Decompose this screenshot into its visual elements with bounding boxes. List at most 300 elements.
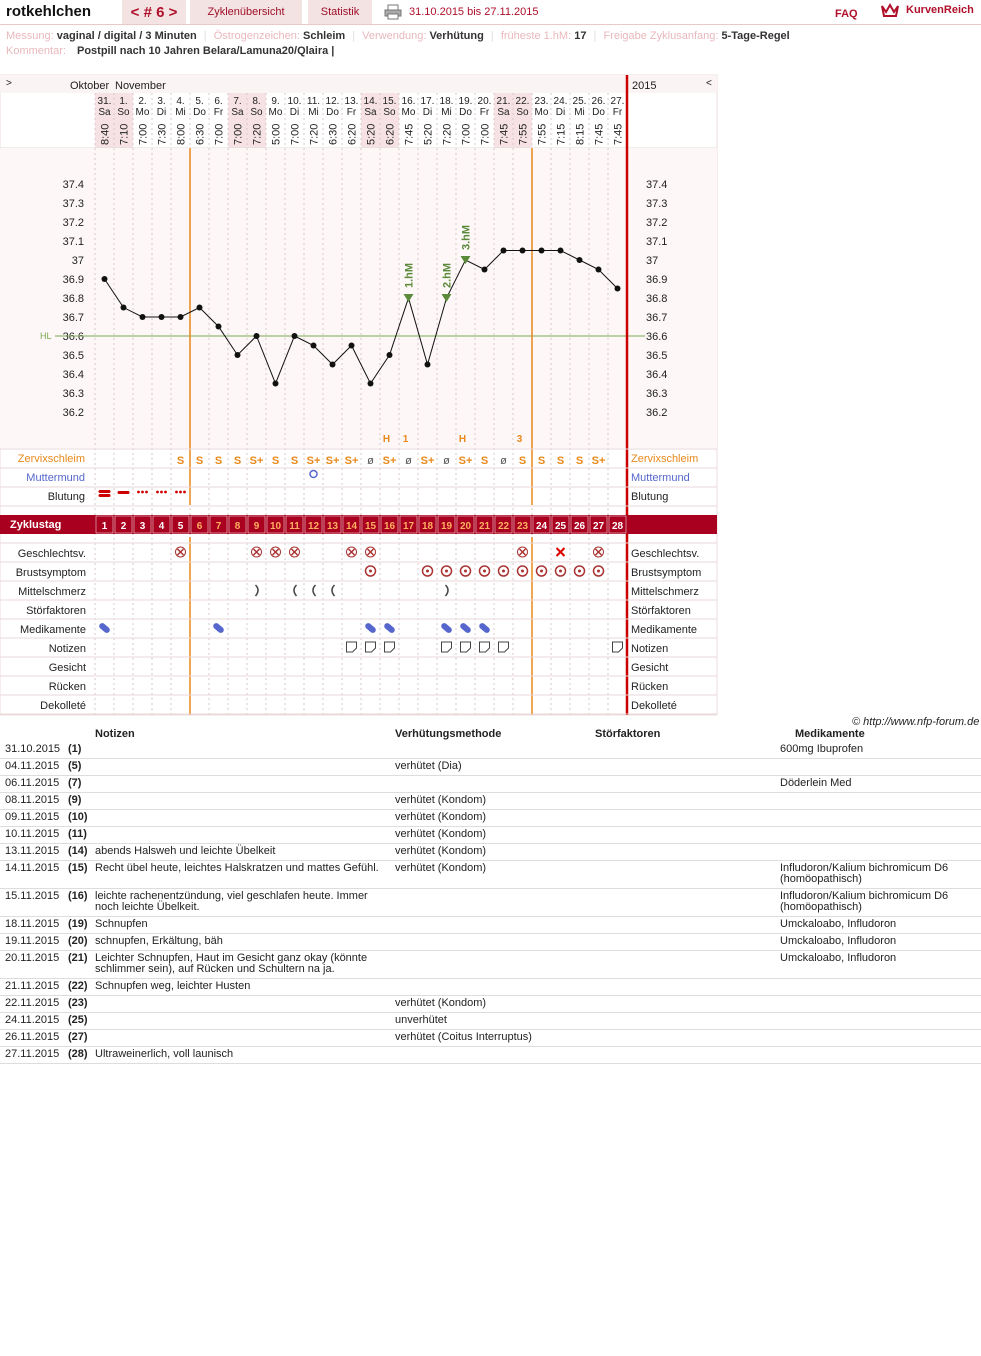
zyklustag-number: 24 <box>535 521 548 532</box>
note-text: Recht übel heute, leichtes Halskratzen und mattes Gefühl. <box>95 862 379 874</box>
messung-label: Messung: <box>6 30 54 42</box>
measurement-time: 7:55 <box>517 123 530 145</box>
row-label-blutung: Blutung <box>47 491 85 503</box>
zervix-symbol: S <box>575 455 584 467</box>
zyklustag-number: 6 <box>196 521 203 532</box>
note-cycle-day: (28) <box>68 1048 88 1060</box>
row-label-right-notizen: Notizen <box>631 643 669 655</box>
measurement-time: 7:45 <box>593 123 606 145</box>
day-date: 31. <box>97 96 112 107</box>
chart-prev-button[interactable]: > <box>6 78 12 89</box>
zervix-symbol: S <box>176 455 185 467</box>
measurement-info: Messung: vaginal / digital / 3 Minuten | Östrogenzeichen: Schleim | Verwendung: Verhütung | früheste 1.hM: 17 | Freigabe Zyklusanfang: 5-Tage-Regel <box>6 30 790 42</box>
row-label-right-mittel: Mittelschmerz <box>631 586 699 598</box>
note-date: 20.11.2015 <box>5 952 60 964</box>
day-date: 10. <box>287 96 302 107</box>
temperature-point <box>292 333 298 339</box>
y-tick-label-right: 36.8 <box>646 293 668 305</box>
temperature-point <box>330 362 336 368</box>
username: rotkehlchen <box>6 3 92 20</box>
note-text: leichte rachenentzündung, viel geschlafen heute. Immer noch leichte Übelkeit. <box>95 890 368 913</box>
verwendung-label: Verwendung: <box>362 30 427 42</box>
measurement-time: 7:45 <box>498 123 511 145</box>
day-weekday: Di <box>289 107 300 118</box>
row-label-right-stoer: Störfaktoren <box>631 605 691 617</box>
y-tick-label-right: 36.3 <box>646 388 668 400</box>
zervix-symbol: S <box>556 455 565 467</box>
y-tick-label-right: 36.6 <box>646 331 668 343</box>
breast-symptom-icon <box>483 570 486 573</box>
breast-symptom-icon <box>464 570 467 573</box>
temperature-point <box>178 314 184 320</box>
note-date: 22.11.2015 <box>5 997 60 1009</box>
zyklustag-number: 28 <box>611 521 624 532</box>
cycle-navigator[interactable]: < # 6 > <box>122 0 186 24</box>
temperature-point <box>539 248 545 254</box>
peak-marker: H <box>458 434 467 445</box>
y-tick-label-right: 36.5 <box>646 350 668 362</box>
faq-link[interactable]: FAQ <box>835 8 858 20</box>
measurement-time: 5:00 <box>270 123 283 145</box>
day-date: 8. <box>252 96 261 107</box>
breast-symptom-icon <box>559 570 562 573</box>
day-date: 26. <box>591 96 606 107</box>
zyklustag-number: 25 <box>554 521 567 532</box>
row-label-medi: Medikamente <box>19 624 86 636</box>
note-medication: Umckaloabo, Infludoron <box>780 935 897 947</box>
note-method: verhütet (Kondom) <box>395 794 487 806</box>
note-medication: Umckaloabo, Infludoron <box>780 918 897 930</box>
table-row <box>0 996 981 1013</box>
temperature-point <box>482 267 488 273</box>
y-tick-label-left: 36.2 <box>62 407 84 419</box>
measurement-time: 7:00 <box>232 123 245 145</box>
breast-symptom-icon <box>540 570 543 573</box>
measurement-time: 7:00 <box>479 123 492 145</box>
measurement-time: 7:30 <box>156 123 169 145</box>
day-weekday: So <box>383 107 396 118</box>
y-tick-label-left: 37.1 <box>62 236 84 248</box>
day-weekday: Do <box>193 107 206 118</box>
day-weekday: Di <box>422 107 433 118</box>
row-label-brust: Brustsymptom <box>15 567 86 579</box>
temperature-point <box>558 248 564 254</box>
measurement-time: 7:10 <box>118 123 131 145</box>
tab-cycle-overview[interactable]: Zyklenübersicht <box>190 0 302 24</box>
zyklustag-number: 12 <box>307 521 320 532</box>
note-medication: Infludoron/Kalium bichromicum D6 (homöopathisch) <box>780 862 949 885</box>
day-date: 5. <box>195 96 204 107</box>
measurement-time: 7:55 <box>536 123 549 145</box>
row-label-ruecken: Rücken <box>48 681 86 693</box>
logo-text: KurvenReich <box>906 4 974 16</box>
temperature-point <box>121 305 127 311</box>
day-date: 13. <box>344 96 359 107</box>
day-date: 23. <box>534 96 549 107</box>
note-medication: Infludoron/Kalium bichromicum D6 (homöopathisch) <box>780 890 949 913</box>
note-cycle-day: (9) <box>68 794 82 806</box>
zyklustag-number: 5 <box>177 521 184 532</box>
note-date: 27.11.2015 <box>5 1048 60 1060</box>
blutung-heavy-icon <box>99 490 111 493</box>
day-weekday: Fr <box>213 107 224 118</box>
temperature-point <box>615 286 621 292</box>
y-tick-label-left: 36.6 <box>62 331 84 343</box>
day-weekday: So <box>516 107 529 118</box>
blutung-light-icon <box>164 491 167 494</box>
day-weekday: Do <box>592 107 605 118</box>
day-date: 6. <box>214 96 223 107</box>
zyklustag-number: 14 <box>345 521 358 532</box>
month-label-oktober: Oktober <box>70 80 110 92</box>
y-tick-label-left: 36.3 <box>62 388 84 400</box>
note-cycle-day: (23) <box>68 997 88 1009</box>
row-label-mittel: Mittelschmerz <box>18 586 86 598</box>
measurement-time: 8:00 <box>175 123 188 145</box>
day-weekday: Di <box>156 107 167 118</box>
zyklustag-label: Zyklustag <box>10 519 62 531</box>
zervix-symbol: S+ <box>382 455 397 467</box>
note-cycle-day: (7) <box>68 777 82 789</box>
breast-symptom-icon <box>502 570 505 573</box>
y-tick-label-left: 37.4 <box>62 179 84 191</box>
day-date: 3. <box>157 96 166 107</box>
measurement-time: 7:00 <box>289 123 302 145</box>
day-date: 4. <box>176 96 185 107</box>
y-tick-label-right: 36.4 <box>646 369 668 381</box>
table-row <box>0 1047 981 1064</box>
note-text: Schnupfen weg, leichter Husten <box>95 980 251 992</box>
table-row <box>0 793 981 810</box>
peak-marker: 1 <box>402 434 409 445</box>
breast-symptom-icon <box>578 570 581 573</box>
zyklustag-number: 10 <box>269 521 282 532</box>
header-method: Verhütungsmethode <box>395 728 502 740</box>
temperature-point <box>425 362 431 368</box>
note-cycle-day: (25) <box>68 1014 88 1026</box>
temperature-point <box>235 352 241 358</box>
measurement-time: 7:20 <box>251 123 264 145</box>
table-row <box>0 810 981 827</box>
note-cycle-day: (1) <box>68 743 82 755</box>
note-text: Leichter Schnupfen, Haut im Gesicht ganz okay (könnte schlimmer sein), auf Rücken und Schultern na ja. <box>95 952 368 975</box>
day-date: 1. <box>119 96 128 107</box>
zervix-dry: ø <box>500 455 507 467</box>
blutung-medium-icon <box>118 491 130 494</box>
high-measurement-label: 1.hM <box>403 262 416 288</box>
day-weekday: Mo <box>135 107 150 118</box>
y-tick-label-right: 36.2 <box>646 407 668 419</box>
note-cycle-day: (10) <box>68 811 88 823</box>
day-weekday: Sa <box>497 107 510 118</box>
temperature-point <box>520 248 526 254</box>
day-date: 27. <box>610 96 625 107</box>
day-weekday: Mi <box>308 107 319 118</box>
zyklustag-number: 2 <box>120 521 127 532</box>
row-label-right-geschlechtsv: Geschlechtsv. <box>631 548 700 560</box>
table-row <box>0 917 981 934</box>
measurement-time: 6:30 <box>194 123 207 145</box>
row-label-right-ruecken: Rücken <box>631 681 669 693</box>
note-date: 19.11.2015 <box>5 935 60 947</box>
note-cycle-day: (11) <box>68 828 87 840</box>
note-cycle-day: (15) <box>68 862 88 874</box>
note-date: 06.11.2015 <box>5 777 60 789</box>
day-date: 12. <box>325 96 340 107</box>
table-row <box>0 1013 981 1030</box>
chart-next-button[interactable]: < <box>706 78 712 89</box>
y-tick-label-left: 36.8 <box>62 293 84 305</box>
temperature-point <box>140 314 146 320</box>
note-date: 04.11.2015 <box>5 760 60 772</box>
day-weekday: Di <box>555 107 566 118</box>
day-date: 16. <box>401 96 416 107</box>
day-weekday: So <box>117 107 130 118</box>
blutung-light-icon <box>137 491 140 494</box>
zervix-dry: ø <box>405 455 412 467</box>
tab-statistics[interactable]: Statistik <box>308 0 372 24</box>
row-label-right-medi: Medikamente <box>631 624 698 636</box>
header-stoer: Störfaktoren <box>595 728 661 740</box>
note-cycle-day: (22) <box>68 980 88 992</box>
table-row <box>0 861 981 889</box>
day-weekday: Mi <box>574 107 585 118</box>
day-date: 20. <box>477 96 492 107</box>
high-measurement-label: 2.hM <box>441 262 454 288</box>
note-date: 10.11.2015 <box>5 828 60 840</box>
measurement-time: 5:20 <box>365 123 378 145</box>
day-date: 19. <box>458 96 473 107</box>
zyklustag-number: 16 <box>383 521 396 532</box>
blutung-light-icon <box>175 491 178 494</box>
breast-symptom-icon <box>369 570 372 573</box>
oestrogen-label: Östrogenzeichen: <box>213 30 300 42</box>
day-date: 2. <box>138 96 147 107</box>
temperature-point <box>311 343 317 349</box>
zervix-symbol: S <box>290 455 299 467</box>
table-row <box>0 827 981 844</box>
note-method: verhütet (Kondom) <box>395 845 487 857</box>
row-label-geschlechtsv: Geschlechtsv. <box>17 548 86 560</box>
blutung-light-icon <box>141 491 144 494</box>
zervix-symbol: S+ <box>591 455 606 467</box>
note-date: 09.11.2015 <box>5 811 60 823</box>
temperature-point <box>368 381 374 387</box>
day-date: 17. <box>420 96 435 107</box>
note-method: verhütet (Kondom) <box>395 997 487 1009</box>
zervix-symbol: S <box>537 455 546 467</box>
breast-symptom-icon <box>597 570 600 573</box>
row-label-right-brust: Brustsymptom <box>631 567 702 579</box>
zervix-symbol: S <box>518 455 527 467</box>
note-cycle-day: (16) <box>68 890 88 902</box>
note-cycle-day: (20) <box>68 935 88 947</box>
table-row <box>0 844 981 861</box>
measurement-time: 7:20 <box>308 123 321 145</box>
note-date: 26.11.2015 <box>5 1031 60 1043</box>
row-label-muttermund: Muttermund <box>26 472 85 484</box>
row-label-gesicht: Gesicht <box>48 662 86 674</box>
measurement-time: 7:45 <box>612 123 625 145</box>
day-weekday: Mo <box>268 107 283 118</box>
note-date: 14.11.2015 <box>5 862 60 874</box>
plot-area <box>0 148 717 448</box>
note-text: schnupfen, Erkältung, bäh <box>95 935 223 947</box>
copyright: © http://www.nfp-forum.de <box>852 716 980 728</box>
day-date: 11. <box>306 96 321 107</box>
note-text: abends Halsweh und leichte Übelkeit <box>95 845 276 857</box>
note-method: verhütet (Dia) <box>395 760 462 772</box>
note-cycle-day: (21) <box>68 952 88 964</box>
day-weekday: Sa <box>231 107 244 118</box>
note-cycle-day: (5) <box>68 760 82 772</box>
measurement-time: 8:40 <box>99 123 112 145</box>
day-weekday: Fr <box>612 107 623 118</box>
temperature-point <box>216 324 222 330</box>
day-weekday: Fr <box>479 107 490 118</box>
note-medication: Döderlein Med <box>780 777 852 789</box>
hl-label: HL <box>40 331 52 341</box>
day-date: 14. <box>363 96 378 107</box>
y-tick-label-left: 36.4 <box>62 369 84 381</box>
note-method: verhütet (Kondom) <box>395 811 487 823</box>
note-cycle-day: (27) <box>68 1031 88 1043</box>
zyklustag-number: 21 <box>478 521 491 532</box>
y-tick-label-left: 36.5 <box>62 350 84 362</box>
note-cycle-day: (14) <box>68 845 88 857</box>
zyklustag-number: 1 <box>101 521 108 532</box>
day-date: 21. <box>496 96 511 107</box>
zyklustag-number: 27 <box>592 521 605 532</box>
zervix-symbol: S <box>271 455 280 467</box>
temperature-point <box>349 343 355 349</box>
row-label-zervix: Zervixschleim <box>17 453 85 465</box>
day-date: 15. <box>382 96 397 107</box>
zyklustag-number: 19 <box>440 521 453 532</box>
zervix-symbol: S+ <box>458 455 473 467</box>
zervix-symbol: S <box>480 455 489 467</box>
oestrogen-value: Schleim <box>303 30 346 42</box>
zervix-symbol: S <box>195 455 204 467</box>
header-medi: Medikamente <box>795 728 865 740</box>
temperature-point <box>159 314 165 320</box>
row-label-right-muttermund: Muttermund <box>631 472 690 484</box>
measurement-time: 6:20 <box>384 123 397 145</box>
zyklustag-number: 13 <box>326 521 339 532</box>
frueheste-value: 17 <box>574 30 587 42</box>
y-tick-label-right: 37.1 <box>646 236 668 248</box>
zervix-symbol: S+ <box>306 455 321 467</box>
table-row <box>0 759 981 776</box>
messung-value: vaginal / digital / 3 Minuten <box>56 30 197 42</box>
temperature-point <box>501 248 507 254</box>
temperature-point <box>596 267 602 273</box>
zyklustag-number: 8 <box>234 521 241 532</box>
zervix-dry: ø <box>367 455 374 467</box>
note-medication: 600mg Ibuprofen <box>780 743 864 755</box>
y-tick-label-left: 37.2 <box>62 217 84 229</box>
blutung-heavy-icon <box>99 494 111 497</box>
day-weekday: Mi <box>441 107 452 118</box>
measurement-time: 7:20 <box>441 123 454 145</box>
freigabe-label: Freigabe Zyklusanfang: <box>603 30 719 42</box>
temperature-point <box>577 257 583 263</box>
measurement-time: 6:30 <box>327 123 340 145</box>
zyklustag-number: 18 <box>421 521 434 532</box>
measurement-time: 8:15 <box>574 123 587 145</box>
breast-symptom-icon <box>521 570 524 573</box>
y-tick-label-right: 37.3 <box>646 198 668 210</box>
notes-table-header <box>0 728 981 742</box>
day-date: 7. <box>233 96 242 107</box>
row-label-stoer: Störfaktoren <box>26 605 86 617</box>
frueheste-label: früheste 1.hM: <box>500 30 572 42</box>
measurement-time: 6:20 <box>346 123 359 145</box>
verwendung-value: Verhütung <box>429 30 484 42</box>
note-text: Schnupfen <box>95 918 148 930</box>
measurement-time: 7:45 <box>403 123 416 145</box>
measurement-time: 7:00 <box>137 123 150 145</box>
temperature-point <box>197 305 203 311</box>
note-date: 18.11.2015 <box>5 918 60 930</box>
table-row <box>0 889 981 917</box>
zyklustag-number: 15 <box>364 521 377 532</box>
note-method: verhütet (Coitus Interruptus) <box>395 1031 532 1043</box>
temperature-point <box>254 333 260 339</box>
y-tick-label-left: 37.3 <box>62 198 84 210</box>
blutung-light-icon <box>183 491 186 494</box>
freigabe-value: 5-Tage-Regel <box>721 30 790 42</box>
notes-table <box>0 728 981 1064</box>
row-label-right-dekollete: Dekolleté <box>631 700 677 712</box>
day-weekday: Sa <box>98 107 111 118</box>
note-cycle-day: (19) <box>68 918 88 930</box>
day-weekday: So <box>250 107 263 118</box>
note-method: verhütet (Kondom) <box>395 828 487 840</box>
row-label-dekollete: Dekolleté <box>40 700 86 712</box>
row-label-notizen: Notizen <box>48 643 86 655</box>
y-tick-label-left: 36.9 <box>62 274 84 286</box>
high-measurement-label: 3.hM <box>460 224 473 250</box>
day-weekday: Do <box>459 107 472 118</box>
note-text: Ultraweinerlich, voll launisch <box>95 1048 234 1060</box>
y-tick-label-right: 37 <box>646 255 659 267</box>
table-row <box>0 934 981 951</box>
table-row <box>0 1030 981 1047</box>
y-tick-label-right: 36.7 <box>646 312 668 324</box>
y-tick-label-right: 37.4 <box>646 179 668 191</box>
row-label-right-gesicht: Gesicht <box>631 662 669 674</box>
y-tick-label-left: 37 <box>71 255 84 267</box>
zervix-symbol: S+ <box>249 455 264 467</box>
zervix-symbol: S+ <box>344 455 359 467</box>
y-tick-label-right: 36.9 <box>646 274 668 286</box>
zyklustag-number: 3 <box>139 521 146 532</box>
note-date: 15.11.2015 <box>5 890 60 902</box>
blutung-light-icon <box>145 491 148 494</box>
blutung-light-icon <box>156 491 159 494</box>
day-date: 25. <box>572 96 587 107</box>
header-notes: Notizen <box>95 728 135 740</box>
zyklustag-number: 11 <box>289 521 300 532</box>
note-method: verhütet (Kondom) <box>395 862 487 874</box>
measurement-time: 7:00 <box>213 123 226 145</box>
day-weekday: Mo <box>401 107 416 118</box>
zyklustag-number: 9 <box>253 521 260 532</box>
kommentar-value: Postpill nach 10 Jahren Belara/Lamuna20/Qlaira | <box>76 45 335 57</box>
year-label: 2015 <box>632 80 657 92</box>
temperature-point <box>102 276 108 282</box>
